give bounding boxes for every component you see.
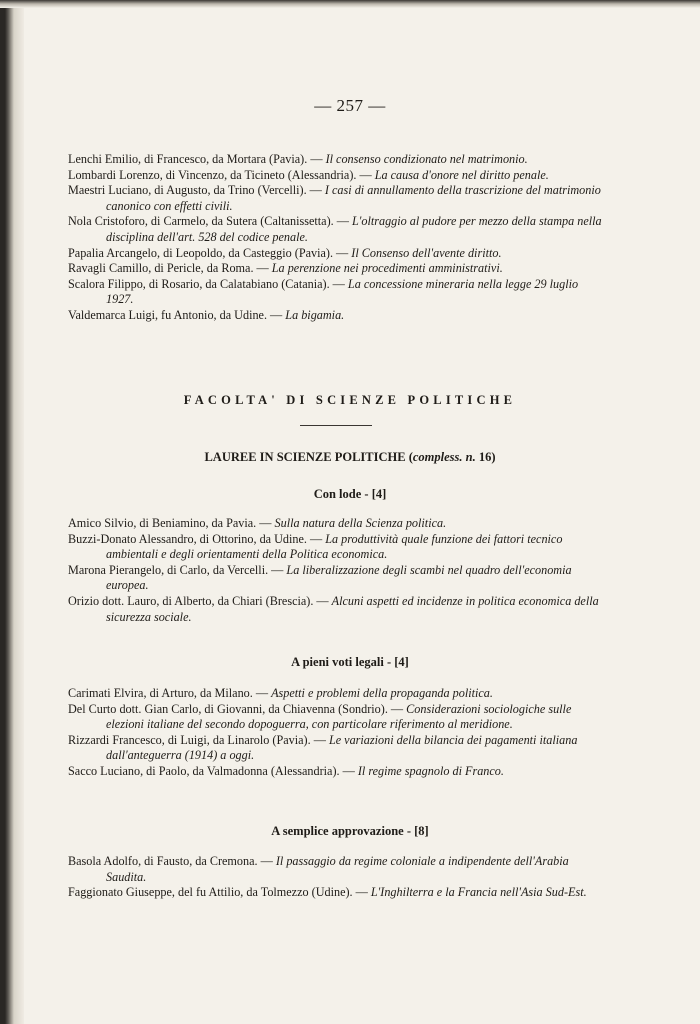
list-item: Valdemarca Luigi, fu Antonio, da Udine. — La bigamia. [68, 307, 345, 322]
list-item: Buzzi-Donato Alessandro, di Ottorino, da Udine. — La produttività quale funzione dei fattori tecnico ambientali e degli orientamenti della Politica economica. [68, 531, 563, 562]
list-item: Marona Pierangelo, di Carlo, da Vercelli. — La liberalizzazione degli scambi nel quadro dell'economia europea. [68, 562, 572, 593]
list-item: Orizio dott. Lauro, di Alberto, da Chiari (Brescia). — Alcuni aspetti ed incidenze in politica economica della sicurezza sociale. [68, 593, 599, 624]
list-item: Sacco Luciano, di Paolo, da Valmadonna (Alessandria). — Il regime spagnolo di Franco. [68, 763, 504, 778]
scan-left-edge [0, 0, 24, 1024]
law-degree-list [68, 152, 608, 324]
section-heading-semplice-approvazione: A semplice approvazione - [8] [271, 824, 429, 838]
heading-rule [300, 425, 372, 426]
list-item: Amico Silvio, di Beniamino, da Pavia. — Sulla natura della Scienza politica. [68, 516, 447, 530]
list-item: Ravagli Camillo, di Pericle, da Roma. — La perenzione nei procedimenti amministrativi. [68, 261, 503, 276]
list-item: Papalia Arcangelo, di Leopoldo, da Casteggio (Pavia). — Il Consenso dell'avente diritto. [68, 245, 502, 260]
list-item: Scalora Filippo, di Rosario, da Calatabiano (Catania). — La concessione mineraria nella legge 29 luglio 1927. [68, 276, 579, 307]
faculty-heading: FACOLTA' DI SCIENZE POLITICHE [183, 393, 517, 407]
semplice-approvazione-list [68, 854, 608, 901]
page-number: — 257 — [314, 96, 386, 115]
scan-top-edge [0, 0, 700, 8]
list-item: Nola Cristoforo, di Carmelo, da Sutera (Caltanissetta). — L'oltraggio al pudore per mezzo della stampa nella disciplina dell'art. 528 del codice penale. [68, 214, 602, 244]
list-item: Lombardi Lorenzo, di Vincenzo, da Ticineto (Alessandria). — La causa d'onore nel diritto penale. [68, 167, 549, 182]
degree-heading: LAUREE IN SCIENZE POLITICHE (compless. n. 16) [204, 450, 496, 464]
list-item: Lenchi Emilio, di Francesco, da Mortara (Pavia). — Il consenso condizionato nel matrimonio. [68, 152, 528, 166]
list-item: Faggionato Giuseppe, del fu Attilio, da Tolmezzo (Udine). — L'Inghilterra e la Francia nell'Asia Sud-Est. [68, 885, 587, 900]
list-item: Rizzardi Francesco, di Luigi, da Linarolo (Pavia). — Le variazioni della bilancia dei pagamenti italiana dall'anteguerra (1914) a oggi. [68, 732, 578, 763]
section-heading-pieni-voti: A pieni voti legali - [4] [291, 655, 409, 669]
section-heading-con-lode: Con lode - [4] [313, 487, 387, 501]
con-lode-list [68, 516, 608, 625]
list-item: Del Curto dott. Gian Carlo, di Giovanni, da Chiavenna (Sondrio). — Considerazioni sociologiche sulle elezioni italiane del secondo dopoguerra, con particolare riferimento al meridione. [68, 701, 572, 732]
list-item: Basola Adolfo, di Fausto, da Cremona. — Il passaggio da regime coloniale a indipendente dell'Arabia Saudita. [68, 854, 569, 884]
pieni-voti-list [68, 686, 608, 780]
list-item: Maestri Luciano, di Augusto, da Trino (Vercelli). — I casi di annullamento della trascrizione del matrimonio canonico con effetti civili. [68, 183, 601, 213]
list-item: Carimati Elvira, di Arturo, da Milano. — Aspetti e problemi della propaganda politica. [68, 686, 493, 700]
